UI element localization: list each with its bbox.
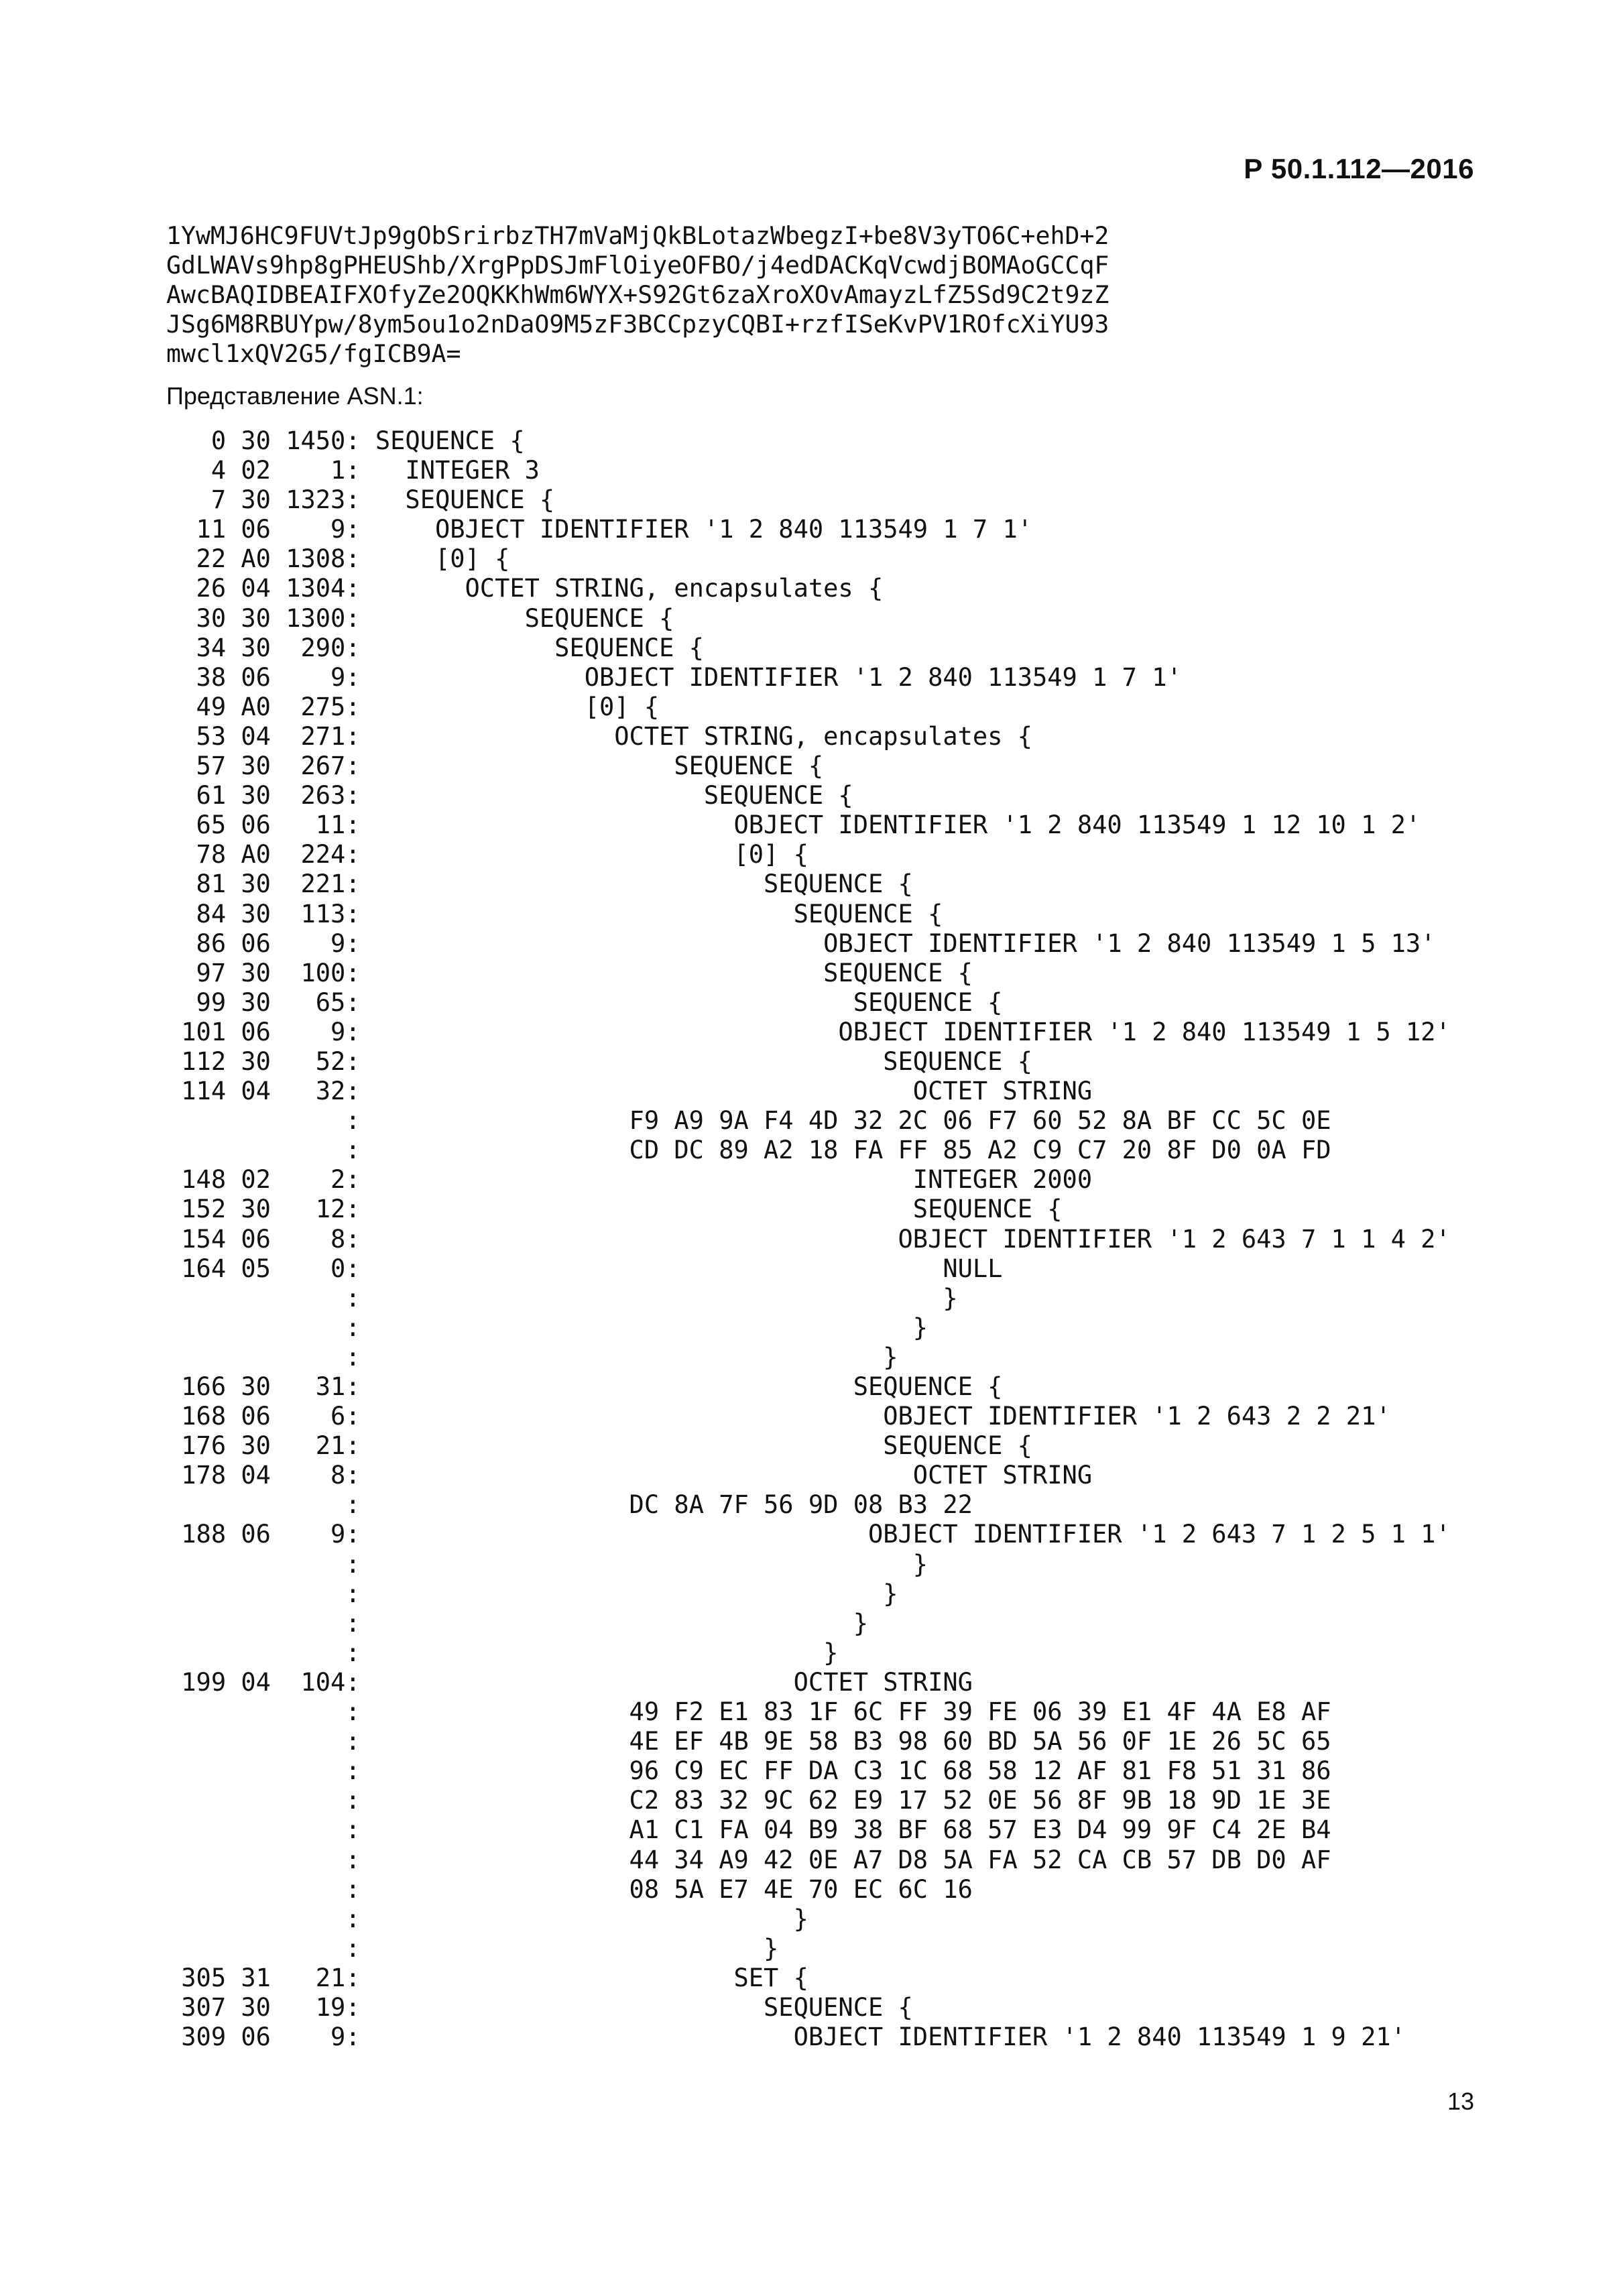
asn1-line: 188 06 9: OBJECT IDENTIFIER '1 2 643 7 1 2 5 1 1' xyxy=(166,1520,1451,1549)
asn1-line: : DC 8A 7F 56 9D 08 B3 22 xyxy=(166,1490,973,1520)
base64-line: 1YwMJ6HC9FUVtJp9gObSrirbzTH7mVaMjQkBLotazWbegzI+be8V3yTO6C+ehD+2 xyxy=(166,221,1109,250)
asn1-line: 176 30 21: SEQUENCE { xyxy=(166,1431,1033,1461)
asn1-line: : } xyxy=(166,1342,898,1372)
asn1-line: 154 06 8: OBJECT IDENTIFIER '1 2 643 7 1 1 4 2' xyxy=(166,1224,1451,1254)
asn1-line: : A1 C1 FA 04 B9 38 BF 68 57 E3 D4 99 9F C4 2E B4 xyxy=(166,1815,1331,1845)
asn1-line: : } xyxy=(166,1283,958,1313)
asn1-line: : } xyxy=(166,1549,928,1579)
asn1-line: : 08 5A E7 4E 70 EC 6C 16 xyxy=(166,1874,973,1904)
asn1-line: 34 30 290: SEQUENCE { xyxy=(166,633,704,662)
asn1-line: 84 30 113: SEQUENCE { xyxy=(166,899,943,928)
asn1-line: : C2 83 32 9C 62 E9 17 52 0E 56 8F 9B 18 9D 1E 3E xyxy=(166,1786,1331,1815)
asn1-line: 81 30 221: SEQUENCE { xyxy=(166,869,913,899)
asn1-line: 49 A0 275: [0] { xyxy=(166,692,660,721)
asn1-line: 26 04 1304: OCTET STRING, encapsulates { xyxy=(166,574,884,603)
asn1-line: : } xyxy=(166,1904,808,1933)
asn1-line: 30 30 1300: SEQUENCE { xyxy=(166,603,674,633)
asn1-line: 178 04 8: OCTET STRING xyxy=(166,1461,1093,1490)
asn1-line: 309 06 9: OBJECT IDENTIFIER '1 2 840 113549 1 9 21' xyxy=(166,2022,1406,2052)
base64-block xyxy=(166,221,1109,369)
asn1-line: 166 30 31: SEQUENCE { xyxy=(166,1372,1003,1401)
asn1-line: 152 30 12: SEQUENCE { xyxy=(166,1195,1063,1224)
base64-line: JSg6M8RBUYpw/8ym5ou1o2nDaO9M5zF3BCCpzyCQBI+rzfISeKvPV1ROfcXiYU93 xyxy=(166,310,1109,339)
base64-line: AwcBAQIDBEAIFXOfyZe2OQKKhWm6WYX+S92Gt6zaXroXOvAmayzLfZ5Sd9C2t9zZ xyxy=(166,280,1109,309)
asn1-line: 0 30 1450: SEQUENCE { xyxy=(166,426,525,455)
asn1-line: 101 06 9: OBJECT IDENTIFIER '1 2 840 113549 1 5 12' xyxy=(166,1017,1451,1046)
asn1-line: 168 06 6: OBJECT IDENTIFIER '1 2 643 2 2 21' xyxy=(166,1402,1391,1431)
asn1-line: 7 30 1323: SEQUENCE { xyxy=(166,485,555,515)
asn1-line: 61 30 263: SEQUENCE { xyxy=(166,781,853,810)
asn1-line: 148 02 2: INTEGER 2000 xyxy=(166,1165,1093,1195)
asn1-line: : } xyxy=(166,1638,839,1667)
asn1-line: : 49 F2 E1 83 1F 6C FF 39 FE 06 39 E1 4F 4A E8 AF xyxy=(166,1697,1331,1727)
asn1-line: : } xyxy=(166,1579,898,1608)
asn1-line: 97 30 100: SEQUENCE { xyxy=(166,958,973,987)
asn1-line: : CD DC 89 A2 18 FA FF 85 A2 C9 C7 20 8F D0 0A FD xyxy=(166,1136,1331,1165)
standard-id-header: Р 50.1.112—2016 xyxy=(1244,153,1474,184)
asn1-line: 57 30 267: SEQUENCE { xyxy=(166,751,824,781)
asn1-line: 11 06 9: OBJECT IDENTIFIER '1 2 840 113549 1 7 1' xyxy=(166,515,1033,544)
asn1-line: : 44 34 A9 42 0E A7 D8 5A FA 52 CA CB 57 DB D0 AF xyxy=(166,1845,1331,1874)
asn1-dump xyxy=(166,426,1451,2052)
asn1-line: 305 31 21: SET { xyxy=(166,1963,808,1992)
asn1-line: 164 05 0: NULL xyxy=(166,1254,1003,1283)
asn1-line: 114 04 32: OCTET STRING xyxy=(166,1077,1093,1106)
asn1-line: 4 02 1: INTEGER 3 xyxy=(166,456,540,485)
base64-line: mwcl1xQV2G5/fgICB9A= xyxy=(166,339,461,368)
asn1-line: : F9 A9 9A F4 4D 32 2C 06 F7 60 52 8A BF CC 5C 0E xyxy=(166,1106,1331,1136)
asn1-line: 22 A0 1308: [0] { xyxy=(166,544,510,574)
asn1-line: 307 30 19: SEQUENCE { xyxy=(166,1992,913,2022)
asn1-line: : } xyxy=(166,1933,779,1963)
base64-line: GdLWAVs9hp8gPHEUShb/XrgPpDSJmFlOiyeOFBO/j4edDACKqVcwdjBOMAoGCCqF xyxy=(166,251,1109,280)
asn1-line: 99 30 65: SEQUENCE { xyxy=(166,987,1003,1017)
asn1-line: 112 30 52: SEQUENCE { xyxy=(166,1046,1033,1076)
asn1-line: : 96 C9 EC FF DA C3 1C 68 58 12 AF 81 F8 51 31 86 xyxy=(166,1756,1331,1786)
asn1-line: 38 06 9: OBJECT IDENTIFIER '1 2 840 113549 1 7 1' xyxy=(166,662,1182,692)
asn-representation-label: Представление ASN.1: xyxy=(166,382,424,410)
asn1-line: : } xyxy=(166,1313,928,1342)
page-number: 13 xyxy=(1447,2088,1474,2115)
asn1-line: 53 04 271: OCTET STRING, encapsulates { xyxy=(166,721,1033,751)
asn1-line: 65 06 11: OBJECT IDENTIFIER '1 2 840 113549 1 12 10 1 2' xyxy=(166,810,1421,840)
asn1-line: : 4E EF 4B 9E 58 B3 98 60 BD 5A 56 0F 1E 26 5C 65 xyxy=(166,1727,1331,1756)
asn1-line: : } xyxy=(166,1608,868,1638)
asn1-line: 78 A0 224: [0] { xyxy=(166,840,808,869)
asn1-line: 199 04 104: OCTET STRING xyxy=(166,1667,973,1697)
asn1-line: 86 06 9: OBJECT IDENTIFIER '1 2 840 113549 1 5 13' xyxy=(166,928,1436,958)
